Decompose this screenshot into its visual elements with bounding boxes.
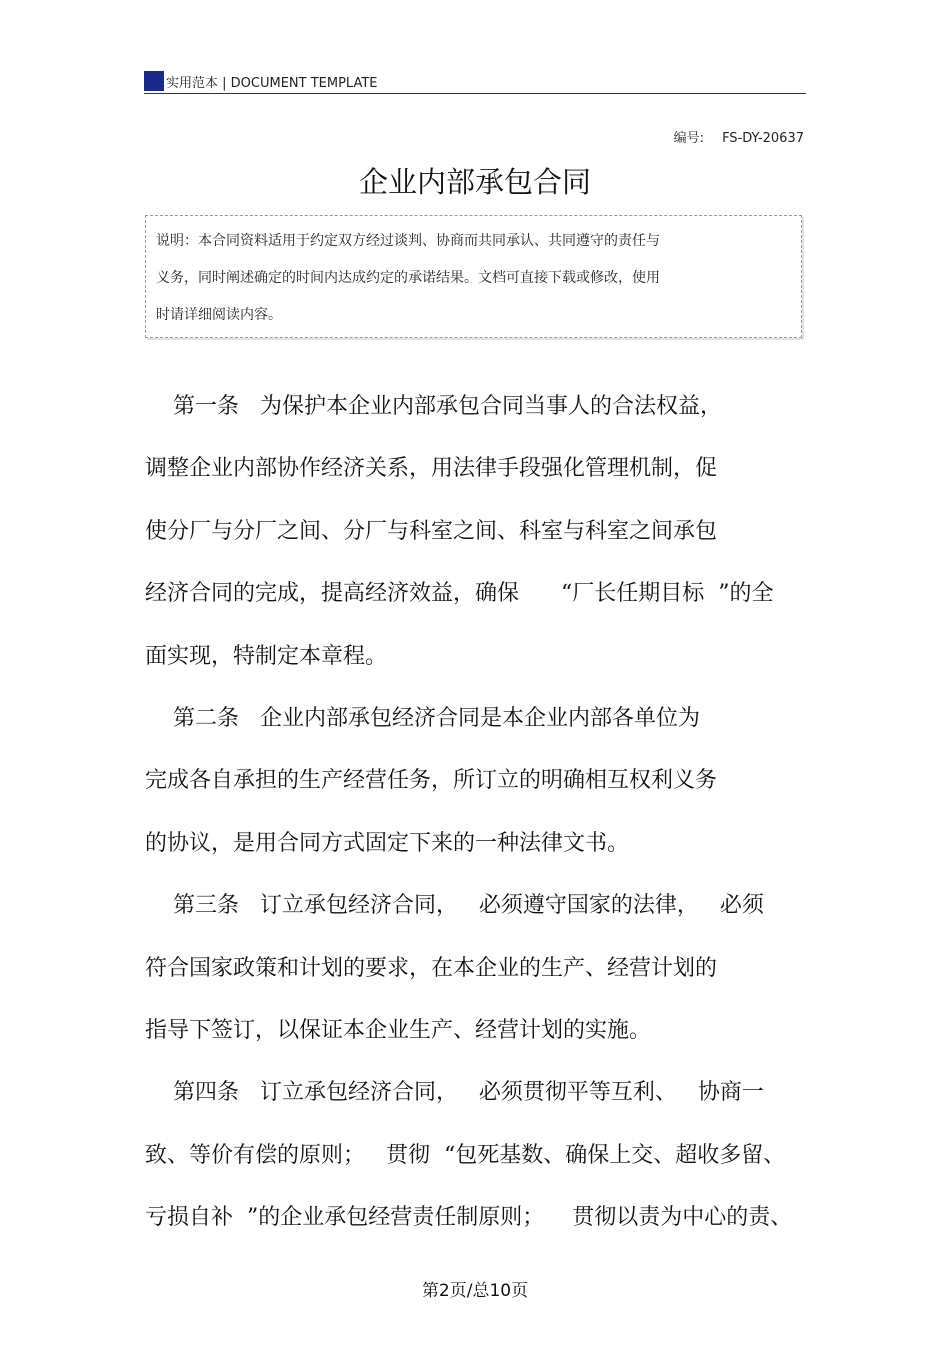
description-line: 说明：本合同资料适用于约定双方经过谈判、协商而共同承认、共同遵守的责任与 — [156, 233, 660, 249]
body-line: 调整企业内部协作经济关系，用法律手段强化管理机制，促 — [145, 456, 718, 481]
body-line: 致、等价有偿的原则； 贯彻 “包死基数、确保上交、超收多留、 — [145, 1143, 786, 1168]
page-title: 企业内部承包合同 — [358, 165, 591, 199]
header-logo-square — [144, 71, 164, 91]
body-line: 使分厂与分厂之间、分厂与科室之间、科室与科室之间承包 — [145, 519, 718, 544]
body-line: 经济合同的完成，提高经济效益，确保 “厂长任期目标 ”的全 — [145, 581, 774, 606]
body-line: 亏损自补 ”的企业承包经营责任制原则； 贯彻以责为中心的责、 — [145, 1205, 793, 1230]
body-line: 指导下签订，以保证本企业生产、经营计划的实施。 — [145, 1018, 652, 1043]
document-number-label: 编号: — [673, 131, 705, 146]
description-line: 时请详细阅读内容。 — [156, 307, 282, 323]
document-header — [144, 70, 806, 94]
document-number-value: FS-DY-20637 — [722, 131, 804, 146]
document-number — [674, 127, 804, 146]
body-line: 的协议，是用合同方式固定下来的一种法律文书。 — [145, 831, 630, 856]
body-line: 第三条 订立承包经济合同， 必须遵守国家的法律， 必须 — [145, 893, 764, 918]
body-line: 第四条 订立承包经济合同， 必须贯彻平等互利、 协商一 — [145, 1080, 764, 1105]
page-number: 第2页/总10页 — [421, 1281, 529, 1301]
body-line: 面实现，特制定本章程。 — [145, 644, 388, 669]
description-line: 义务，同时阐述确定的时间内达成约定的承诺结果。文档可直接下载或修改，使用 — [156, 270, 660, 286]
body-line: 符合国家政策和计划的要求，在本企业的生产、经营计划的 — [145, 956, 718, 981]
body-line: 第二条 企业内部承包经济合同是本企业内部各单位为 — [145, 706, 700, 731]
header-divider — [144, 93, 806, 94]
header-text: 实用范本 | DOCUMENT TEMPLATE — [166, 76, 378, 91]
description-box — [145, 215, 802, 338]
body-line: 第一条 为保护本企业内部承包合同当事人的合法权益， — [145, 394, 722, 419]
body-line: 完成各自承担的生产经营任务，所订立的明确相互权利义务 — [145, 768, 718, 793]
